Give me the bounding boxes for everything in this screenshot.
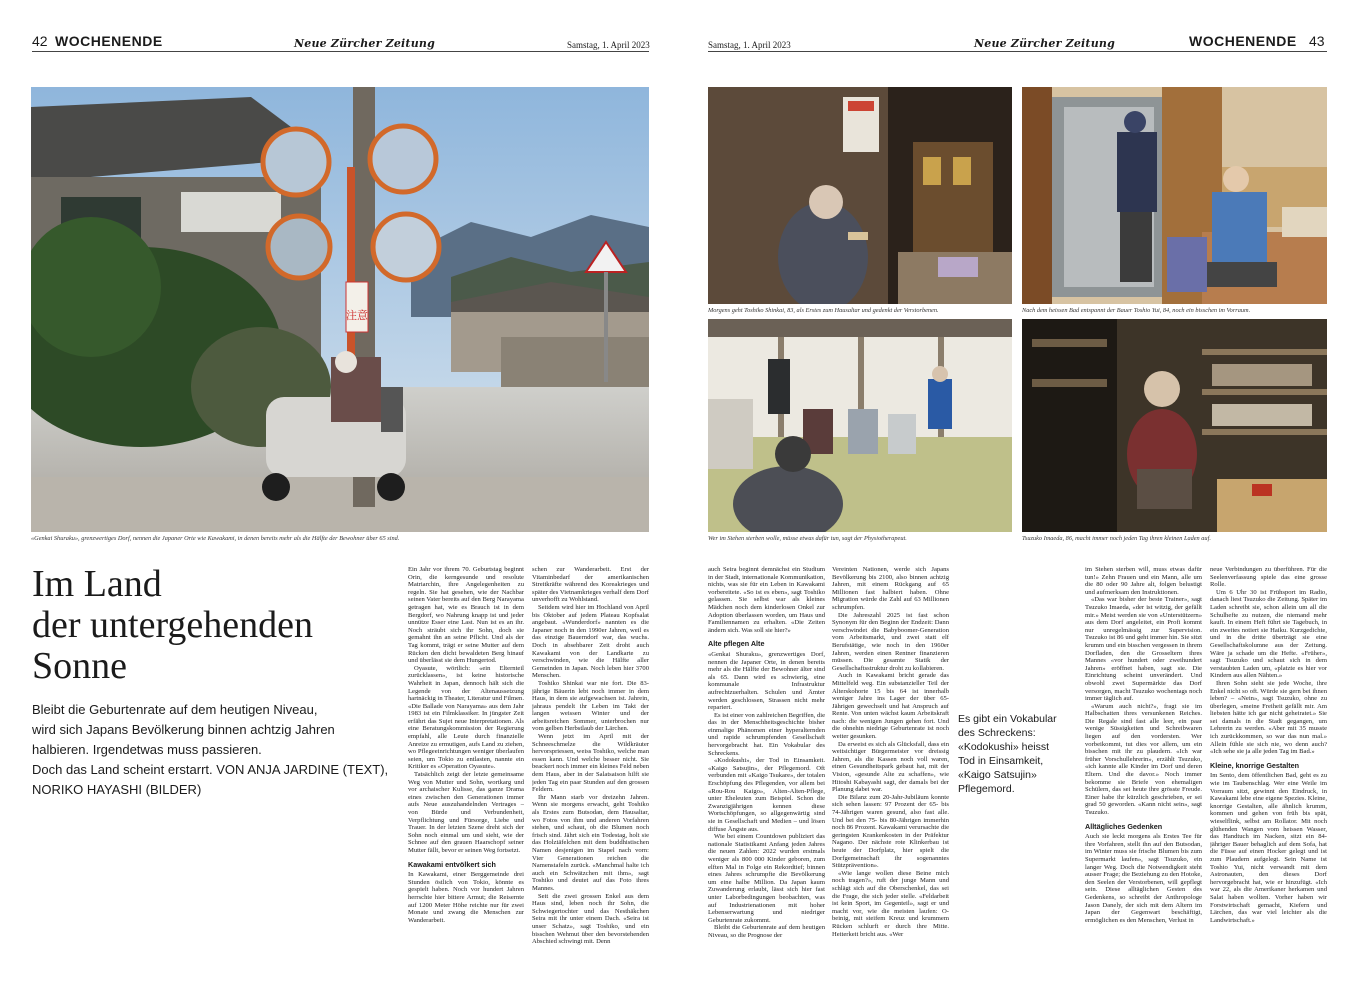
- paragraph: schen zur Wanderarbeit. Erst der Vitaminbedarf der amerikanischen Streitkräfte während des Koreakrieges und später des Vietnamkrieges verhalf dem Dorf unverhofft zu Wohlstand.: [532, 566, 649, 604]
- left-page-number: 42: [32, 33, 48, 49]
- paragraph: Seit die zwei grossen Enkel aus dem Haus sind, leben noch ihr Sohn, die Schwiegertochter und das Nesthäkchen Seira mit ihr unter einem Dach. «Seira ist unser Schatz», sagt Toshiko, und ein bisschen Wehmut über den bevorstehenden Abschied schwingt mit. Denn: [532, 892, 649, 946]
- pullquote-line-2: des Schreckens:: [958, 727, 1036, 739]
- paragraph: Toshiko Shinkai war nie fort. Die 83-jährige Bäuerin lebt noch immer in dem Haus, in dem sie aufgewachsen ist. Jahrein, jahraus pendelt ihr Leben im Takt der langen weissen Winter und der arbeitsreichen Sommer, unterbrochen nur vom gelben Herbstlaub der Lärchen.: [532, 679, 649, 733]
- subheading: Kleine, knorrige Gestalten: [1210, 760, 1300, 770]
- paragraph: Oyasute, wörtlich: «ein Elternteil zurücklassen», ist keine historische Wahrheit in Japan, dennoch hält sich die Legende von der Altenaussetzung hartnäckig in Theater, Literatur und Filmen. «Die Ballade von Narayama» aus dem Jahr 1983 ist ein Filmklassiker. In jüngster Zeit erfährt das Sujet neue Interpretationen. Als eine Beratungskommission der Regierung empfahl, alle Leute durch finanzielle Anreize zu ermutigen, aufs Land zu ziehen, wo Pflegeeinrichtungen weniger überlaufen seien, um Tokio zu entlasten, nannte ein Kritiker es «Operation Oyasute».: [408, 664, 524, 771]
- article-column-6: [1210, 566, 1327, 964]
- photo-gym-class: [708, 319, 1012, 532]
- paragraph: «Kodokushi», der Tod in Einsamkeit. «Kaigo Satsujin», der Pflegemord. Oft verbunden mit «Kaigo Tsukare», der totalen Erschöpfung des Pflegenden, vor allem bei «Rou-Rou Kaigo», Alten-Alten-Pflege, unter Eheleuten zum Beispiel. Schon die Zwanzigjährigen kennen diese Wortschöpfungen, so allgegenwärtig sind sie in Gesellschaft und Medien – und lösen diffuse Ängste aus.: [708, 757, 825, 833]
- left-header-rule: [32, 51, 649, 52]
- paragraph: Wie bei einem Countdown publiziert das nationale Statistikamt Anfang jeden Jahres die neuen Zahlen: 2022 wurden erstmals weniger als 800 000 Kinder geboren, zum elften Mal in Folge ein Rekordtief; binnen eines Jahres schrumpfte die Bevölkerung um eine halbe Million. Da Japan kaum Zuwanderung erlaubt, lässt sich hier fast unter Laborbedingungen beobachten, was auf Industrienationen mit hoher Lebenserwartung und niedriger Geburtenrate zukommt.: [708, 833, 825, 924]
- right-section-title: WOCHENENDE: [1189, 33, 1297, 49]
- article-column-2: [532, 566, 649, 964]
- article-headline: [32, 564, 382, 687]
- article-column-1: [408, 566, 524, 964]
- paragraph: Die Bilanz zum 20-Jahr-Jubiläum konnte sich sehen lassen: 97 Prozent der 65- bis 74-Jährigen waren gesund, also fast alle. Und bei den 75- bis 80-Jährigen immerhin noch 86 Prozent. Kawakami verursachte die geringsten Krankenkosten in der Präfektur Nagano. Der nächste rote Klinkerbau ist heute der Dorfplatz, hier spielt die Dorfgemeinschaft ihr sogenanntes Stützprävention».: [832, 793, 949, 870]
- right-masthead: Neue Zürcher Zeitung: [974, 37, 1115, 50]
- right-date: Samstag, 1. April 2023: [708, 40, 791, 50]
- paragraph: Tatsächlich zeigt der letzte gemeinsame Weg von Mutter und Sohn, wortkarg und vor archaischer Kulisse, das ganze Drama eines zwischen den Generationen immer aufs Neue auszuhandelnden Vertrages – von Bürde und Verbundenheit, Verpflichtung und Fürsorge, Liebe und Trauer. In der letzten Szene dreht sich der Sohn noch einmal um und sieht, wie der Schnee auf den grauen Haarschopf seiner Mutter fällt, bevor er seinen Weg fortsetzt.: [408, 771, 524, 854]
- paragraph: «Wie lange wollen diese Beine mich noch tragen?», ruft der junge Mann und schlägt sich auf die Oberschenkel, das sei die Frage, die sich jeder stelle. «Feldarbeit ist kein Sport, im Gegenteil», sagt er und macht vor, wie die meisten laufen: O-beinig, mit steifem Kreuz und krummem Rücken schlurft er durch ihre Mitte. Heiterkeit bricht aus. «Wer: [832, 869, 949, 938]
- photo-bath-lobby: [1022, 87, 1327, 304]
- gym-photo-caption: Wer im Stehen sterben wolle, müsse etwas dafür tun, sagt der Physiotherapeut.: [708, 535, 907, 542]
- paragraph: «Warum auch nicht?», fragt sie im Halbschatten ihres versunkenen Reiches. Die Regale sind fast alle leer, ein paar wenige Süssigkeiten und Schreibwaren liegen auf den vordersten. Wer vorbeikommt, tut dies vor allem, um ein bisschen mit ihr zu plaudern. «Ich war früher Vorschullehrerin», erzählt Tsuzuko, «ich kannte alle Kinder im Dorf und deren Eltern. Und die davor.» Noch immer bekomme sie Briefe von ehemaligen Schülern, das sei heute ihre grösste Freude. Einer habe ihr kürzlich geschrieben, er sei grad 50 geworden. «Kann nicht sein», sagt Tsuzuko.: [1085, 702, 1202, 816]
- paragraph: im Stehen sterben will, muss etwas dafür tun!» Zehn Frauen und ein Mann, alle um die 80 oder 90 Jahre alt, folgen belustigt und aufmerksam den Instruktionen.: [1085, 566, 1202, 596]
- left-section-title: WOCHENENDE: [55, 33, 163, 49]
- main-photo-village-street: [31, 87, 649, 532]
- paragraph: Ihr Mann starb vor dreizehn Jahren. Wenn sie morgens erwacht, geht Toshiko als Erstes zum Butsodan, dem Hausaltar, wo Fotos von ihm und anderen Vorfahren stehen, und schaut, ob die Blumen noch frisch sind. Jährt sich ein Todestag, holt sie das Holztäfelchen mit dem buddhistischen Namen desjenigen im Stapel nach vorn: Vier Generationen reichen die Namenstafeln zurück. «Manchmal halte ich auch ein Schwätzchen mit ihm», sagt Toshiko und deutet auf das Foto ihres Mannes.: [532, 793, 649, 892]
- paragraph: In Kawakami, einer Berggemeinde drei Stunden östlich von Tokio, könnte es gespielt haben. Noch vor hundert Jahren herrschte hier bittere Armut; die Reisernte auf 1200 Meter Höhe reichte nur für zwei Monate und zwang die Menschen zur Wanderarbeit.: [408, 871, 524, 924]
- headline-line-2: der untergehenden: [32, 604, 314, 646]
- deck-line-4: Doch das Land scheint erstarrt. VON ANJA JARDINE (TEXT),: [32, 762, 389, 777]
- left-date: Samstag, 1. April 2023: [567, 40, 650, 50]
- headline-line-1: Im Land: [32, 563, 162, 605]
- pullquote-line-4: Tod in Einsamkeit,: [958, 755, 1044, 767]
- paragraph: «Das war bisher der beste Trainer», sagt Tsuzuko Imaeda, «der ist witzig, der gefällt mir.» Meist werden sie von «Unterstützern» aus dem Dorf angeleitet, ein Profi kommt nur unregelmässig zur Supervision. Tsuzuko ist 86 und geht immer hin. Sie sitzt krumm und ein bisschen vergessen in ihrem Dorfladen, den die Grosseltern ihres Mannes «vor hundert oder zweihundert Jahren» eröffnet haben, sagt sie. Die Einrichtung scheint unverändert. Und obwohl zwei Supermärkte das Dorf versorgen, macht Tsuzuko wochentags noch immer täglich auf.: [1085, 596, 1202, 703]
- pullquote-line-3: «Kodokushi» heisst: [958, 741, 1050, 753]
- shrine-photo-caption: Morgens geht Toshiko Shinkai, 83, als Erstes zum Hausaltar und gedenkt der Verstorbenen.: [708, 307, 939, 314]
- photo-village-shop: [1022, 319, 1327, 532]
- paragraph: Da erweist es sich als Glücksfall, dass ein weitsichtiger Bürgermeister vor dreissig Jahren, als die Kassen noch voll waren, einen Gesundheitspark gebaut hat, mit der Vision, «gesunde Alte zu schaffen», wie Hitoshi Kabayashi sagt, der damals bei der Planung dabei war.: [832, 740, 949, 794]
- article-column-4: [832, 566, 949, 964]
- deck-line-2: wird sich Japans Bevölkerung binnen achtzig Jahren: [32, 722, 335, 737]
- article-column-3: [708, 566, 825, 964]
- paragraph: Seitdem wird hier im Hochland von April bis Oktober auf jedem Plateau Kopfsalat angebaut. «Wunderdorf» nannten es die Japaner noch in den 1990er Jahren, weil es das einzige Bauerndorf war, das wuchs. Doch in absehbarer Zeit droht auch Kawakami von der Landkarte zu verschwinden, wie die Hälfte aller Gemeinden in Japan. Noch leben hier 3700 Menschen.: [532, 603, 649, 680]
- paragraph: Wenn jetzt im April mit der Schneeschmelze die Wildkräuter hervorspriessen, weiss Toshiko, welche man essen kann. Und welche besser nicht. Sie beackert noch immer ein kleines Feld neben dem Haus, aber in der Salatsaison hilft sie jeden Tag ein paar Stunden auf den grossen Feldern.: [532, 733, 649, 794]
- paragraph: Im Sento, dem öffentlichen Bad, geht es zu wie im Taubenschlag. Wer eine Weile im Vorraum sitzt, gewinnt den Eindruck, in Kawakami lebe eine eigene Spezies. Kleine, knorrige Gestalten, alle ähnlich krumm, kommen und gehen von früh bis spät, wieselflink, selbst am Rollator. Mit noch glühenden Wangen vom heissen Wasser, das Handtuch im Nacken, sitzt ein 84-jähriger Bauer behaglich auf dem Sofa, hat die Füsse auf einen Hocker gelegt und ist zum Plaudern aufgelegt. Sein Name ist Toshio Yui, nicht verwandt mit dem Astronauten, den dieses Dorf hervorgebracht hat, wie er hinzufügt. «Ich war 22, als die Amerikaner herkamen und Salat haben wollten. Vorher haben wir Forstwirtschaft gemacht, Kiefern und Lärchen, das war viel leichter als die Landwirtschaft.»: [1210, 772, 1327, 924]
- paragraph: Vereinten Nationen, werde sich Japans Bevölkerung bis 2100, also binnen achtzig Jahren, mit einem Rückgang auf 65 Millionen fast halbiert haben. Ohne Migration würde die Zahl auf 63 Millionen schrumpfen.: [832, 566, 949, 611]
- subheading: Kawakami entvölkert sich: [408, 859, 496, 869]
- pullquote-line-1: Es gibt ein Vokabular: [958, 713, 1057, 725]
- photo-shrine-woman: [708, 87, 1012, 304]
- paragraph: Um 6 Uhr 30 ist Frühsport im Radio, danach liest Tsuzuko die Zeitung. Später im Laden schreibt sie, schon allein um all die Schulhefte zu nutzen, die niemand mehr kauft. In einem Heft führt sie Tagebuch, in ein zweites notiert sie Haiku. Kurzgedichte, und in die dritte überträgt sie eine Gesellschaftskolumne aus der Zeitung. Wäre ja schade um die Hefte. «Früher», sagt Tsuzuko und schaut sich in dem verstaubten Laden um, «platzte es hier vor Kindern aus allen Nähten.»: [1210, 588, 1327, 680]
- paragraph: auch Seira beginnt demnächst ein Studium in der Stadt, internationale Kommunikation, nichts, was sie für ein Leben in Kawakami vorbereitete. «So ist es eben», sagt Toshiko gelassen. Sie selbst war als kleines Mädchen noch dem kinderlosen Onkel zur Adoption überlassen worden, um Haus und Familiennamen zu erhalten. «Die Zeiten ändern sich. Was soll sie hier?»: [708, 566, 825, 634]
- headline-line-3: Sonne: [32, 645, 127, 687]
- paragraph: Auch in Kawakami bricht gerade das Mittelfeld weg. Ein substanzieller Teil der Alterskohorte 15 bis 64 ist innerhalb weniger Jahre ins Lager der über 65-Jährigen gewechselt und hat Anspruch auf Rente. Von unten wächst kaum Arbeitskraft nach: die wenigen Jungen gehen fort. Und die ohnehin niedrige Geburtenrate ist noch weiter gesunken.: [832, 672, 949, 741]
- paragraph: Auch sie leckt morgens als Erstes Tee für ihre Vorfahren, stellt ihn auf den Butsodan, im Winter muss sie frische Blumen bis zum Supermarkt laufen», sagt Tsuzuko, ein langer Weg. Doch die Notwendigkeit steht ausser Frage; die Beziehung zu den Hotoke, den Seelen der Verstorbenen, will gepflegt sein. Diese alltäglichen Gesten des Gedenkens, so schreibt der Anthropologe Jason Danely, der sich mit dem Altern im Japan der Gegenwart beschäftigt, ermöglichen es den Menschen, Verlust in: [1085, 833, 1202, 924]
- paragraph: «Genkai Shuraku», grenzwertiges Dorf, nennen die Japaner Orte, in denen bereits mehr als die Hälfte der Bewohner älter sind als 65. Dann wird es schwierig, eine kommunale Infrastruktur aufrechtzuerhalten. Schulen und Ämter werden geschlossen, Strassen nicht mehr repariert.: [708, 650, 825, 712]
- pullquote-line-5: «Kaigo Satsujin»: [958, 769, 1037, 781]
- deck-line-1: Bleibt die Geburtenrate auf dem heutigen Niveau,: [32, 702, 318, 717]
- pullquote: [958, 712, 1068, 796]
- article-deck: [32, 700, 392, 800]
- paragraph: neue Verbindungen zu überführen. Für die Seelenverfassung spiele das eine grosse Rolle.: [1210, 566, 1327, 589]
- shop-photo-caption: Tsuzuko Imaeda, 86, macht immer noch jeden Tag ihren kleinen Laden auf.: [1022, 535, 1211, 542]
- pullquote-line-6: Pflegemord.: [958, 783, 1015, 795]
- paragraph: Ihren Sohn sieht sie jede Woche, ihre Enkel nicht so oft. Würde sie gern bei ihnen leben? – «Nein», sagt Tsuzuko, ohne zu überlegen, «meine Freiheit gefällt mir. Am liebsten hätte ich gar nicht geheiratet.» Sie sei damals in die Stadt gegangen, um Lehrerin zu werden. «Aber mit 35 musste ich zurückkommen, so war das nun mal.» Allein fühle sie sich nie, wo denn auch? «Ich sehe sie ja alle jeden Tag im Bad.»: [1210, 679, 1327, 756]
- warning-sign-text: 注意: [346, 309, 368, 322]
- paragraph: Die Jahreszahl 2025 ist fast schon Synonym für den Beginn der Endzeit: Dann verschwindet die Babyboomer-Generation vom Arbeitsmarkt, und zwei statt elf Berufstätige, wie noch in den 1960er Jahren, werden einen Rentner finanzieren müssen. Die gesamte Statik der Gesellschaftsstruktur droht zu kollabieren.: [832, 611, 949, 672]
- bath-photo-caption: Nach dem heissen Bad entspannt der Bauer Toshio Yui, 84, noch ein bisschen im Vorraum.: [1022, 307, 1251, 314]
- main-photo-caption: «Genkai Shuraku», grenzwertiges Dorf, nennen die Japaner Orte wie Kawakami, in denen bereits mehr als die Hälfte der Bewohner über 65 sind.: [31, 535, 400, 542]
- right-page-number: 43: [1309, 33, 1325, 49]
- paragraph: Ein Jahr vor ihrem 70. Geburtstag beginnt Orin, die kerngesunde und resolute Matriarchin, ihre Angelegenheiten zu regeln. Sie hat gesehen, wie der Nachbar seinen Vater bereits auf den Berg Narayama getragen hat, wie es Brauch ist in dem Bergdorf, wo Nahrung knapp ist und jeder unnütze Esser eine Last. Nun ist es an ihr. Noch sträubt sich ihr Sohn, doch sie gemahnt ihn an seine Pflicht. Und als der Tag kommt, trägt er seine Mutter auf dem Rücken den dicht bewaldeten Berg hinauf und überlässt sie dem Hungertod.: [408, 566, 524, 665]
- right-header-rule: [708, 51, 1327, 52]
- paragraph: Es ist einer von zahlreichen Begriffen, die das in der Menschheitsgeschichte bisher einmalige Phänomen einer hyperalternden und rapide schrumpfenden Gesellschaft hervorgebracht hat. Ein Vokabular des Schreckens.: [708, 711, 825, 757]
- deck-line-5: NORIKO HAYASHI (BILDER): [32, 782, 202, 797]
- left-masthead: Neue Zürcher Zeitung: [294, 37, 435, 50]
- paragraph: Bleibt die Geburtenrate auf dem heutigen Niveau, so die Prognose der: [708, 924, 825, 939]
- deck-line-3: halbieren. Irgendetwas muss passieren.: [32, 742, 262, 757]
- subheading: Alte pflegen Alte: [708, 639, 765, 649]
- article-column-5: [1085, 566, 1202, 964]
- subheading: Alltägliches Gedenken: [1085, 821, 1163, 831]
